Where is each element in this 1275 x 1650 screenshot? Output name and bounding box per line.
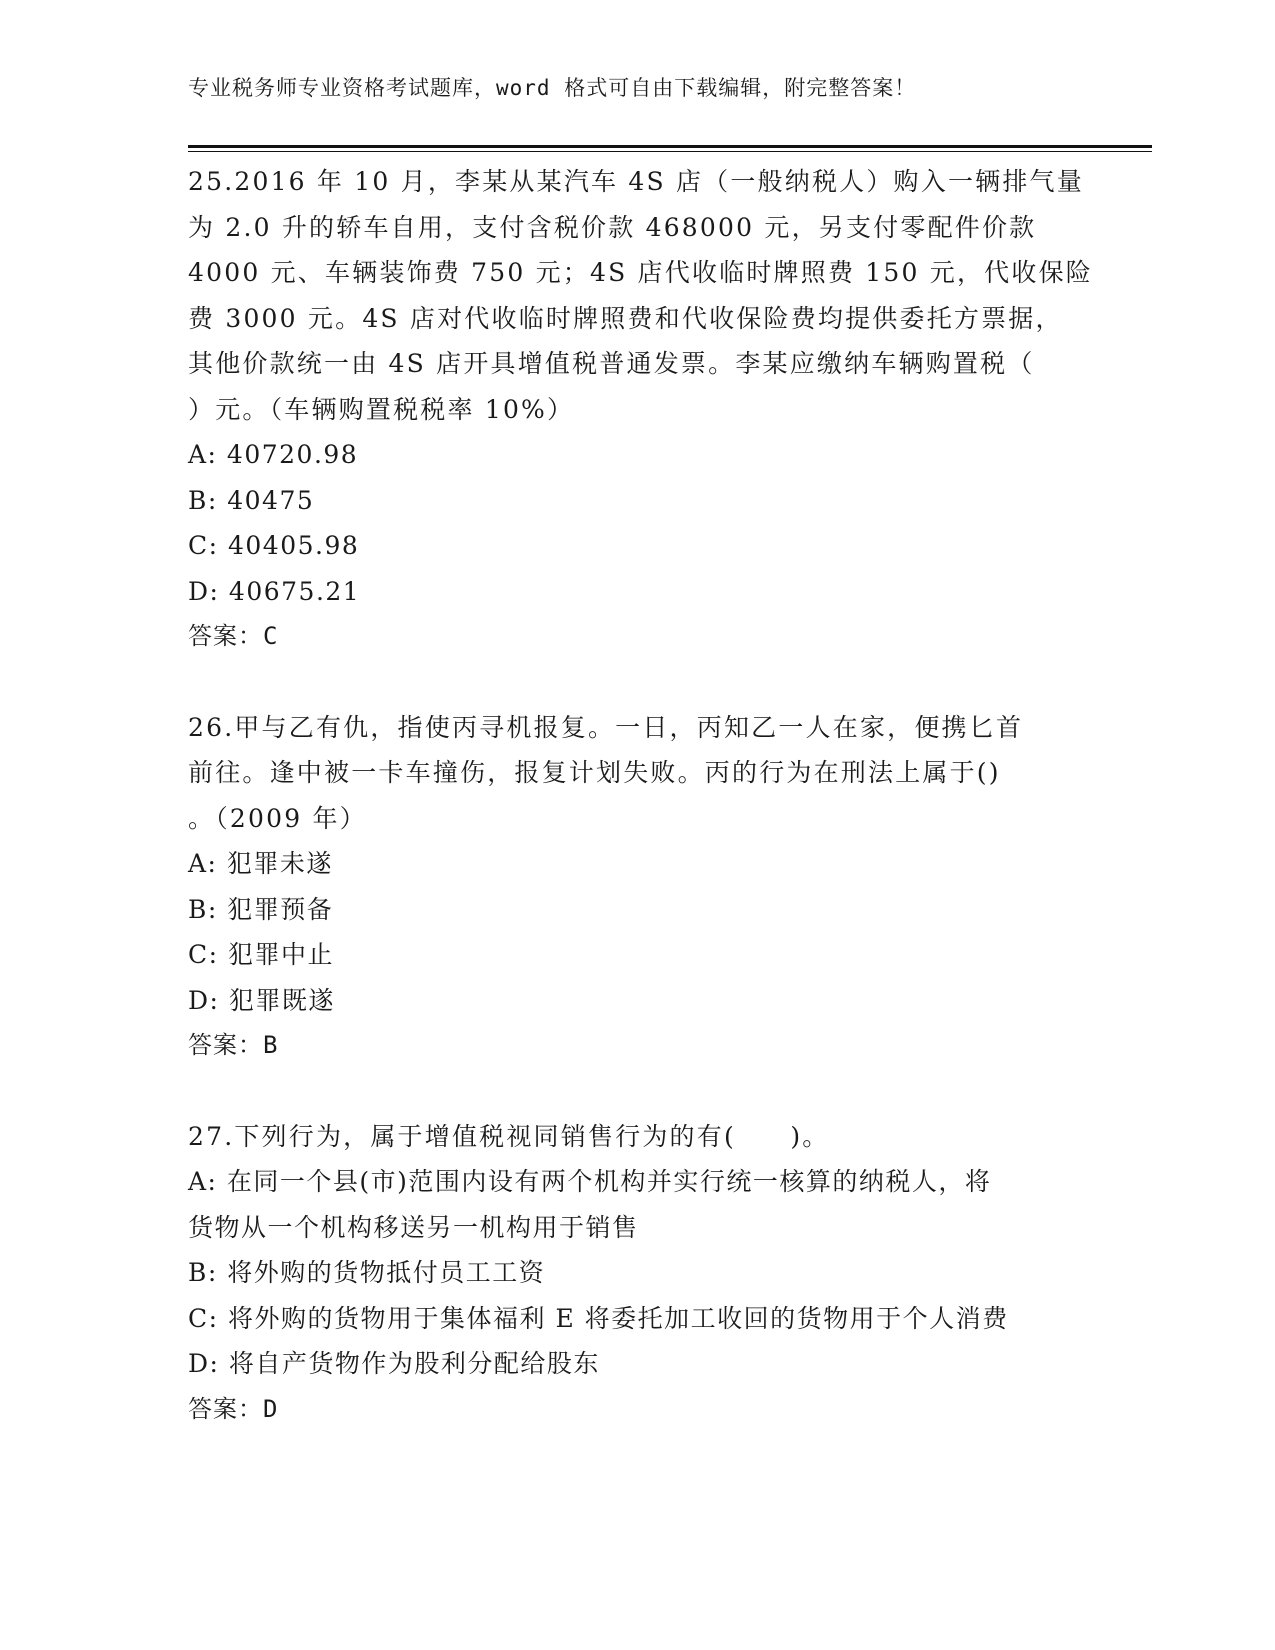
question-stem-line: 26.甲与乙有仇，指使丙寻机报复。一日，丙知乙一人在家，便携匕首 xyxy=(188,712,1024,742)
question-stem-line: 费 3000 元。4S 店对代收临时牌照费和代收保险费均提供委托方票据， xyxy=(188,303,1063,333)
option-d: D: 将自产货物作为股利分配给股东 xyxy=(188,1349,600,1378)
question-27 xyxy=(188,1114,1088,1433)
option-b: B: 将外购的货物抵付员工工资 xyxy=(188,1258,546,1287)
question-stem-line: 为 2.0 升的轿车自用，支付含税价款 468000 元，另支付零配件价款 xyxy=(188,212,1037,242)
option-c: C: 将外购的货物用于集体福利 E 将委托加工收回的货物用于个人消费 xyxy=(188,1303,1009,1333)
option-a: A: 犯罪未遂 xyxy=(188,849,333,878)
question-26 xyxy=(188,705,1088,1069)
option-d: D: 犯罪既遂 xyxy=(188,985,335,1015)
spacer xyxy=(188,660,1088,705)
option-a-continued: 货物从一个机构移送另一机构用于销售 xyxy=(188,1212,639,1242)
answer-line: 答案：C xyxy=(188,622,279,650)
question-stem-line: 。（2009 年） xyxy=(188,803,367,833)
question-stem-line: 前往。逢中被一卡车撞伤，报复计划失败。丙的行为在刑法上属于() xyxy=(188,758,1001,787)
option-a: A: 40720.98 xyxy=(188,440,359,469)
question-stem-line: 其他价款统一由 4S 店开具增值税普通发票。李某应缴纳车辆购置税（ xyxy=(188,349,1035,378)
spacer xyxy=(188,1069,1088,1114)
question-stem-line: 27.下列行为，属于增值税视同销售行为的有( )。 xyxy=(188,1121,830,1151)
answer-line: 答案：B xyxy=(188,1031,279,1059)
question-stem-line: ）元。（车辆购置税税率 10%） xyxy=(188,394,575,424)
header-rule-thin xyxy=(188,151,1152,152)
question-stem-line: 25.2016 年 10 月，李某从某汽车 4S 店（一般纳税人）购入一辆排气量 xyxy=(188,167,1084,196)
question-25 xyxy=(188,159,1093,660)
question-stem-line: 4000 元、车辆装饰费 750 元；4S 店代收临时牌照费 150 元，代收保险 xyxy=(188,258,1093,287)
option-d: D: 40675.21 xyxy=(188,576,361,606)
answer-line: 答案：D xyxy=(188,1394,279,1423)
option-a: A: 在同一个县(市)范围内设有两个机构并实行统一核算的纳税人，将 xyxy=(188,1167,992,1196)
question-list xyxy=(188,159,1093,1432)
option-c: C: 犯罪中止 xyxy=(188,940,334,969)
page-header: 专业税务师专业资格考试题库，word 格式可自由下载编辑，附完整答案！ xyxy=(188,76,917,100)
header-rule-thick xyxy=(188,145,1152,148)
option-b: B: 40475 xyxy=(188,485,315,515)
option-b: B: 犯罪预备 xyxy=(188,894,334,924)
option-c: C: 40405.98 xyxy=(188,531,360,560)
